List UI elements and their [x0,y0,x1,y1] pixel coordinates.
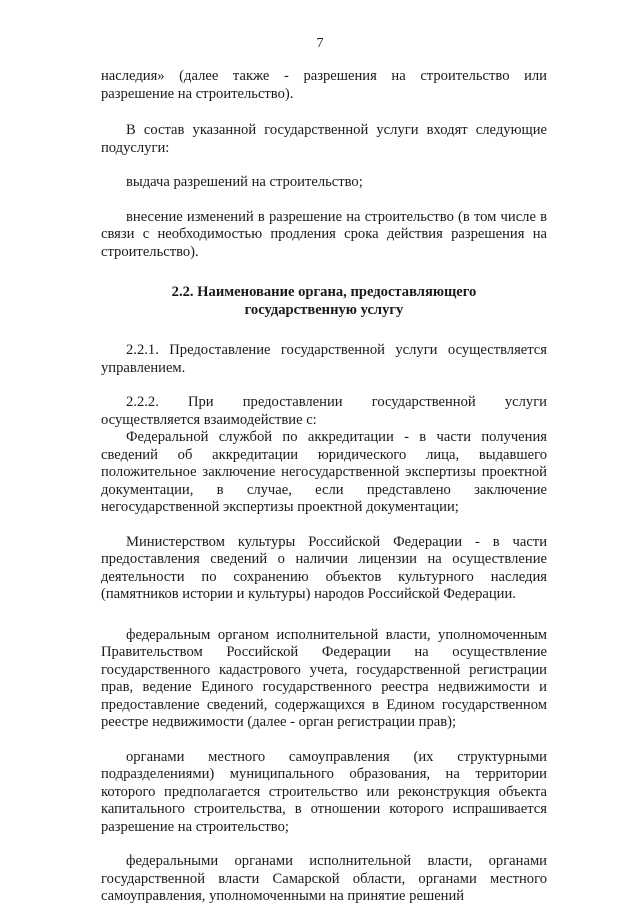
paragraph-federal-executive-bodies: федеральными органами исполнительной власти, органами государственной власти Самарской области, органами местного самоуправления, уполномоченными на принятие решений [101,853,547,904]
paragraph-subservice-permits: выдача разрешений на строительство; [126,174,363,190]
paragraph-2-2-1: 2.2.1. Предоставление государственной услуги осуществляется управлением. [101,342,547,376]
section-heading-line-2: государственную услугу [244,301,404,318]
paragraph-accreditation-service: Федеральной службой по аккредитации - в части получения сведений об аккредитации юридического лица, выдавшего положительное заключение негосударственной экспертизы проектной документации, в случае, если представлено заключение негосударственной экспертизы проектной документации; [101,429,547,515]
paragraph-registration-authority: федеральным органом исполнительной власти, уполномоченным Правительством Российской Федерации на осуществление государственного кадастрового учета, государственной регистрации прав, ведение Единого государственного реестра недвижимости и предоставление сведений, содержащихся в Едином государственном реестре недвижимости (далее - орган регистрации прав); [101,626,547,730]
paragraph-subservice-amendments: внесение изменений в разрешение на строительство (в том числе в связи с необходимостью продления срока действия разрешения на строительство). [101,208,547,260]
paragraph-service-composition: В состав указанной государственной услуги входят следующие подуслуги: [101,122,547,156]
paragraph-ministry-of-culture: Министерством культуры Российской Федерации - в части предоставления сведений о наличии лицензии на осуществление деятельности по сохранению объектов культурного наследия (памятников истории и культуры) народов Российской Федерации. [101,533,547,602]
section-heading-line-1: 2.2. Наименование органа, предоставляющего [171,284,477,300]
paragraph-2-2-2: 2.2.2. При предоставлении государственной услуги осуществляется взаимодействие с: [101,394,547,428]
paragraph-local-self-government: органами местного самоуправления (их структурными подразделениями) муниципального образования, на территории которого предполагается строительство или реконструкция объекта капитального строительства, в отношении которого испрашивается разрешение на строительство; [101,748,547,835]
page-number: 7 [316,36,324,51]
document-body [101,68,547,906]
paragraph-heritage-continuation: наследия» (далее также - разрешения на строительство или разрешение на строительство). [101,68,547,102]
